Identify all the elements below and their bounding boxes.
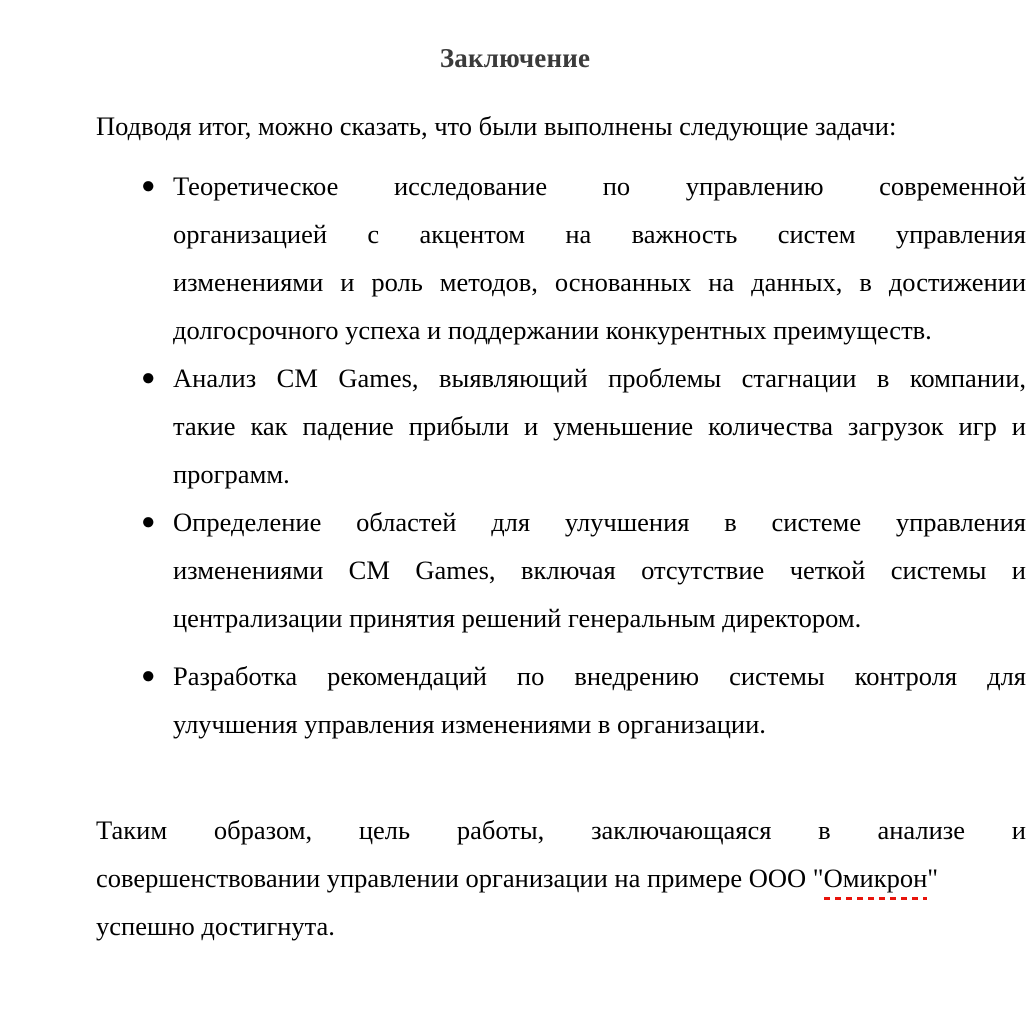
closing-line-3: успешно достигнута. bbox=[96, 911, 335, 942]
page-title: Заключение bbox=[439, 43, 591, 73]
task-list bbox=[96, 150, 1026, 748]
bullet-icon: ● bbox=[141, 173, 156, 200]
list-item-line: программ. bbox=[173, 459, 290, 490]
list-item-line: Теоретическое исследование по управлению современной bbox=[173, 171, 1026, 202]
list-item-line: Анализ CM Games, выявляющий проблемы стагнации в компании, bbox=[173, 363, 1026, 394]
list-item-line: такие как падение прибыли и уменьшение количества загрузок игр и bbox=[173, 411, 1026, 442]
list-item bbox=[96, 498, 1026, 642]
closing-line-1: Таким образом, цель работы, заключающаяся в анализе и bbox=[96, 815, 1026, 846]
document-body bbox=[48, 74, 1030, 950]
spellcheck-misspelled-word[interactable]: Омикрон bbox=[824, 854, 928, 902]
list-item-line: организацией с акцентом на важность систем управления bbox=[173, 219, 1026, 250]
closing-line-2-suffix: " bbox=[927, 863, 939, 894]
list-item bbox=[96, 652, 1026, 748]
bullet-icon: ● bbox=[141, 663, 156, 690]
list-item-line: изменениями CM Games, включая отсутствие четкой системы и bbox=[173, 555, 1026, 586]
lead-paragraph: Подводя итог, можно сказать, что были выполнены следующие задачи: bbox=[96, 111, 897, 142]
list-item bbox=[96, 162, 1026, 354]
closing-line-2-prefix: совершенствовании управлении организации на примере ООО " bbox=[96, 863, 824, 894]
list-item bbox=[96, 354, 1026, 498]
list-item-line: улучшения управления изменениями в организации. bbox=[173, 709, 766, 740]
list-item-line: изменениями и роль методов, основанных на данных, в достижении bbox=[173, 267, 1026, 298]
list-item-line: централизации принятия решений генеральным директором. bbox=[173, 603, 862, 634]
bullet-icon: ● bbox=[141, 365, 156, 392]
closing-paragraph bbox=[96, 748, 1026, 950]
bullet-icon: ● bbox=[141, 509, 156, 536]
list-item-line: Разработка рекомендаций по внедрению системы контроля для bbox=[173, 661, 1026, 692]
closing-line-2 bbox=[96, 854, 1026, 902]
list-item-line: долгосрочного успеха и поддержании конкурентных преимуществ. bbox=[173, 315, 932, 346]
list-item-line: Определение областей для улучшения в системе управления bbox=[173, 507, 1026, 538]
